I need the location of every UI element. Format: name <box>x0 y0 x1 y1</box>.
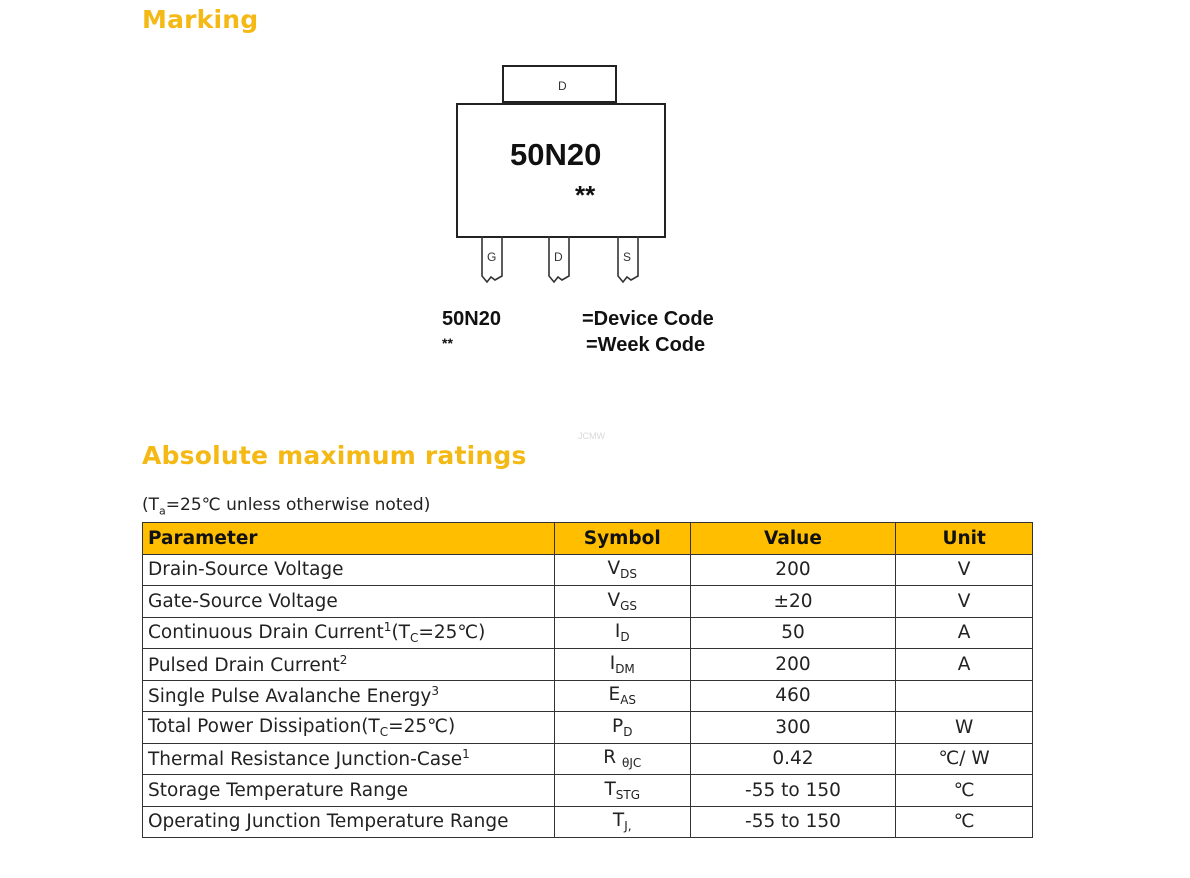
conditions-note <box>142 495 430 517</box>
cell-symbol: $I_D$ <box>554 617 690 649</box>
cell-symbol: $P_D$ <box>554 712 690 744</box>
cell-symbol: $I_{DM}$ <box>554 649 690 681</box>
cell-value: -55 to 150 <box>690 806 896 838</box>
lead-drain <box>548 236 570 284</box>
header-unit: Unit <box>896 523 1033 555</box>
lead-source-label: S <box>623 250 632 264</box>
cell-parameter: Operating Junction Temperature Range <box>143 806 555 838</box>
table-row <box>143 680 1033 712</box>
legend-week-desc: =Week Code <box>586 334 706 356</box>
legend-device-desc: =Device Code <box>582 308 714 330</box>
cell-value: -55 to 150 <box>690 775 896 807</box>
cell-parameter: Storage Temperature Range <box>143 775 555 807</box>
package-week-code: ** <box>575 180 596 210</box>
lead-gate <box>481 236 503 284</box>
tab-pin-label: D <box>558 79 567 93</box>
legend-week-key: ** <box>442 335 453 351</box>
table-row <box>143 743 1033 775</box>
cell-unit: A <box>896 649 1033 681</box>
lead-source <box>617 236 639 284</box>
note-open: (T <box>142 495 160 515</box>
cell-symbol: R $_{\theta JC}$ <box>554 743 690 775</box>
cell-parameter: Single Pulse Avalanche Energy$^3$ <box>143 680 555 712</box>
cell-value: ±20 <box>690 586 896 618</box>
lead-gate-label: G <box>487 250 497 264</box>
table-row <box>143 649 1033 681</box>
cell-value: 460 <box>690 680 896 712</box>
cell-unit: ℃/ W <box>896 743 1033 775</box>
cell-parameter: Pulsed Drain Current$^2$ <box>143 649 555 681</box>
note-sub: a <box>159 504 166 518</box>
cell-symbol: $T_{J,}$ <box>554 806 690 838</box>
table-row <box>143 617 1033 649</box>
ratings-table <box>142 522 1033 838</box>
cell-parameter: Drain-Source Voltage <box>143 554 555 586</box>
table-row <box>143 775 1033 807</box>
cell-unit: V <box>896 586 1033 618</box>
cell-value: 200 <box>690 649 896 681</box>
table-row <box>143 712 1033 744</box>
cell-unit: W <box>896 712 1033 744</box>
cell-parameter: Thermal Resistance Junction-Case$^1$ <box>143 743 555 775</box>
note-rest: =25℃ unless otherwise noted) <box>165 495 431 515</box>
cell-value: 300 <box>690 712 896 744</box>
cell-symbol: $E_{AS}$ <box>554 680 690 712</box>
watermark: JCMW <box>578 431 605 441</box>
cell-value: 200 <box>690 554 896 586</box>
cell-value: 0.42 <box>690 743 896 775</box>
table-row <box>143 806 1033 838</box>
cell-unit: ℃ <box>896 806 1033 838</box>
cell-unit: V <box>896 554 1033 586</box>
ratings-heading: Absolute maximum ratings <box>142 441 527 470</box>
header-symbol: Symbol <box>554 523 690 555</box>
table-row <box>143 586 1033 618</box>
header-value: Value <box>690 523 896 555</box>
cell-value: 50 <box>690 617 896 649</box>
cell-unit: ℃ <box>896 775 1033 807</box>
cell-parameter: Gate-Source Voltage <box>143 586 555 618</box>
marking-heading: Marking <box>142 5 259 34</box>
cell-symbol: $T_{STG}$ <box>554 775 690 807</box>
table-row <box>143 554 1033 586</box>
lead-drain-label: D <box>554 250 563 264</box>
cell-unit <box>896 680 1033 712</box>
package-device-code: 50N20 <box>510 137 602 172</box>
header-parameter: Parameter <box>143 523 555 555</box>
package-tab <box>502 65 617 103</box>
cell-symbol: $V_{DS}$ <box>554 554 690 586</box>
cell-unit: A <box>896 617 1033 649</box>
cell-parameter: Total Power $Dissipation(T_C=25℃)$ <box>143 712 555 744</box>
cell-symbol: $V_{GS}$ <box>554 586 690 618</box>
table-header-row <box>143 523 1033 555</box>
legend-device-key: 50N20 <box>442 308 501 330</box>
cell-parameter: Continuous Drain $Current^1(T_C=25℃)$ <box>143 617 555 649</box>
